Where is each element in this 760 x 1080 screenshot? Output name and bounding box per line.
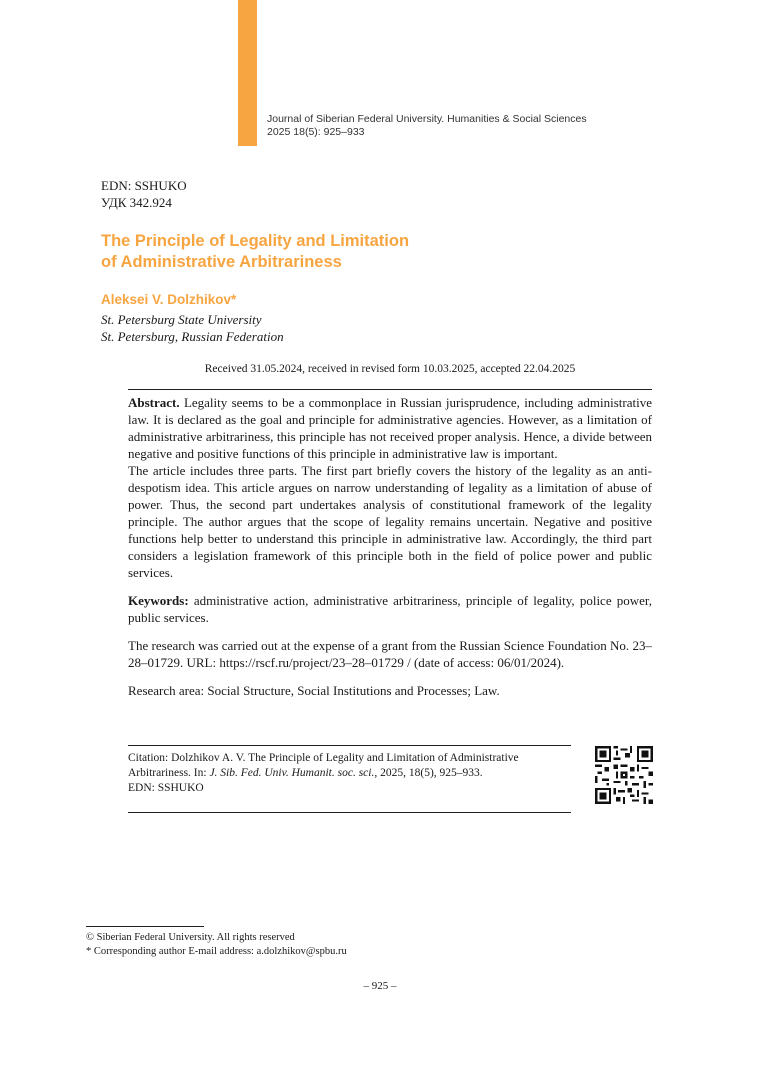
abstract-label: Abstract. [128, 395, 180, 410]
page-number: – 925 – [363, 980, 397, 992]
abstract-paragraph-2: The article includes three parts. The first part briefly covers the history of the legality as an anti-despotism idea. This article argues on narrow understanding of legality as a limitation of abuse of power. Thus, the second part undertakes analysis of constitutional framework of the legality principle. The author argues that the scope of legality remains uncertain. Negative and positive functions help better to understand this principle in administrative law. Accordingly, the third part considers a legislation framework of this principle both in the field of police power and public services. [128, 463, 652, 580]
journal-name: Journal of Siberian Federal University. Humanities & Social Sciences [267, 113, 587, 125]
abstract-top-rule [128, 389, 652, 390]
abstract-paragraph-1 [128, 394, 652, 462]
identifiers [101, 178, 187, 211]
author-block [101, 291, 284, 346]
research-area: Research area: Social Structure, Social Institutions and Processes; Law. [128, 683, 500, 698]
copyright-note: © Siberian Federal University. All rights reserved [86, 932, 295, 943]
title-line-2: of Administrative Arbitrariness [101, 253, 342, 271]
author-location: St. Petersburg, Russian Federation [101, 329, 284, 344]
journal-header [267, 113, 587, 139]
title-line-1: The Principle of Legality and Limitation [101, 232, 410, 250]
funding-note: The research was carried out at the expense of a grant from the Russian Science Foundation No. 23–28–01729. URL: https://rscf.ru/project/23–28–01729 / (date of access: 06/01/2024). [128, 638, 652, 670]
corresponding-author-note: * Corresponding author E-mail address: a.dolzhikov@spbu.ru [86, 946, 347, 957]
journal-issue: 2025 18(5): 925–933 [267, 126, 365, 138]
citation-bottom-rule [128, 812, 571, 813]
keywords-text: administrative action, administrative arbitrariness, principle of legality, police power, public services. [128, 593, 652, 625]
citation-edn: EDN: SSHUKO [128, 782, 204, 794]
abstract-section [128, 394, 652, 699]
author-name: Aleksei V. Dolzhikov* [101, 292, 237, 307]
keywords-label: Keywords: [128, 593, 189, 608]
qr-code-icon[interactable] [595, 746, 653, 804]
citation-block [128, 751, 571, 796]
abstract-text-1: Legality seems to be a commonplace in Russian jurisprudence, including administrative law. It is declared as the goal and principle for administrative agencies. However, as a limitation of administrative arbitrariness, this principle has not received proper analysis. Hence, a divide between negative and positive functions of this principle in administrative law is important. [128, 395, 652, 461]
author-affiliation: St. Petersburg State University [101, 311, 262, 327]
article-title [101, 231, 551, 273]
edn-code: EDN: SSHUKO [101, 178, 187, 193]
citation-line-1: Citation: Dolzhikov A. V. The Principle of Legality and Limitation of Administrative [128, 752, 519, 764]
footnotes [86, 931, 347, 959]
citation-top-rule [128, 745, 571, 746]
citation-journal: J. Sib. Fed. Univ. Humanit. soc. sci. [209, 767, 375, 779]
footnote-rule [86, 926, 204, 927]
citation-line-2: Arbitrariness. In: J. Sib. Fed. Univ. Humanit. soc. sci., 2025, 18(5), 925–933. [128, 767, 483, 779]
journal-accent-bar [238, 0, 257, 146]
received-dates: Received 31.05.2024, received in revised form 10.03.2025, accepted 22.04.2025 [204, 363, 576, 375]
udk-code: УДК 342.924 [101, 194, 172, 210]
keywords [128, 592, 652, 626]
